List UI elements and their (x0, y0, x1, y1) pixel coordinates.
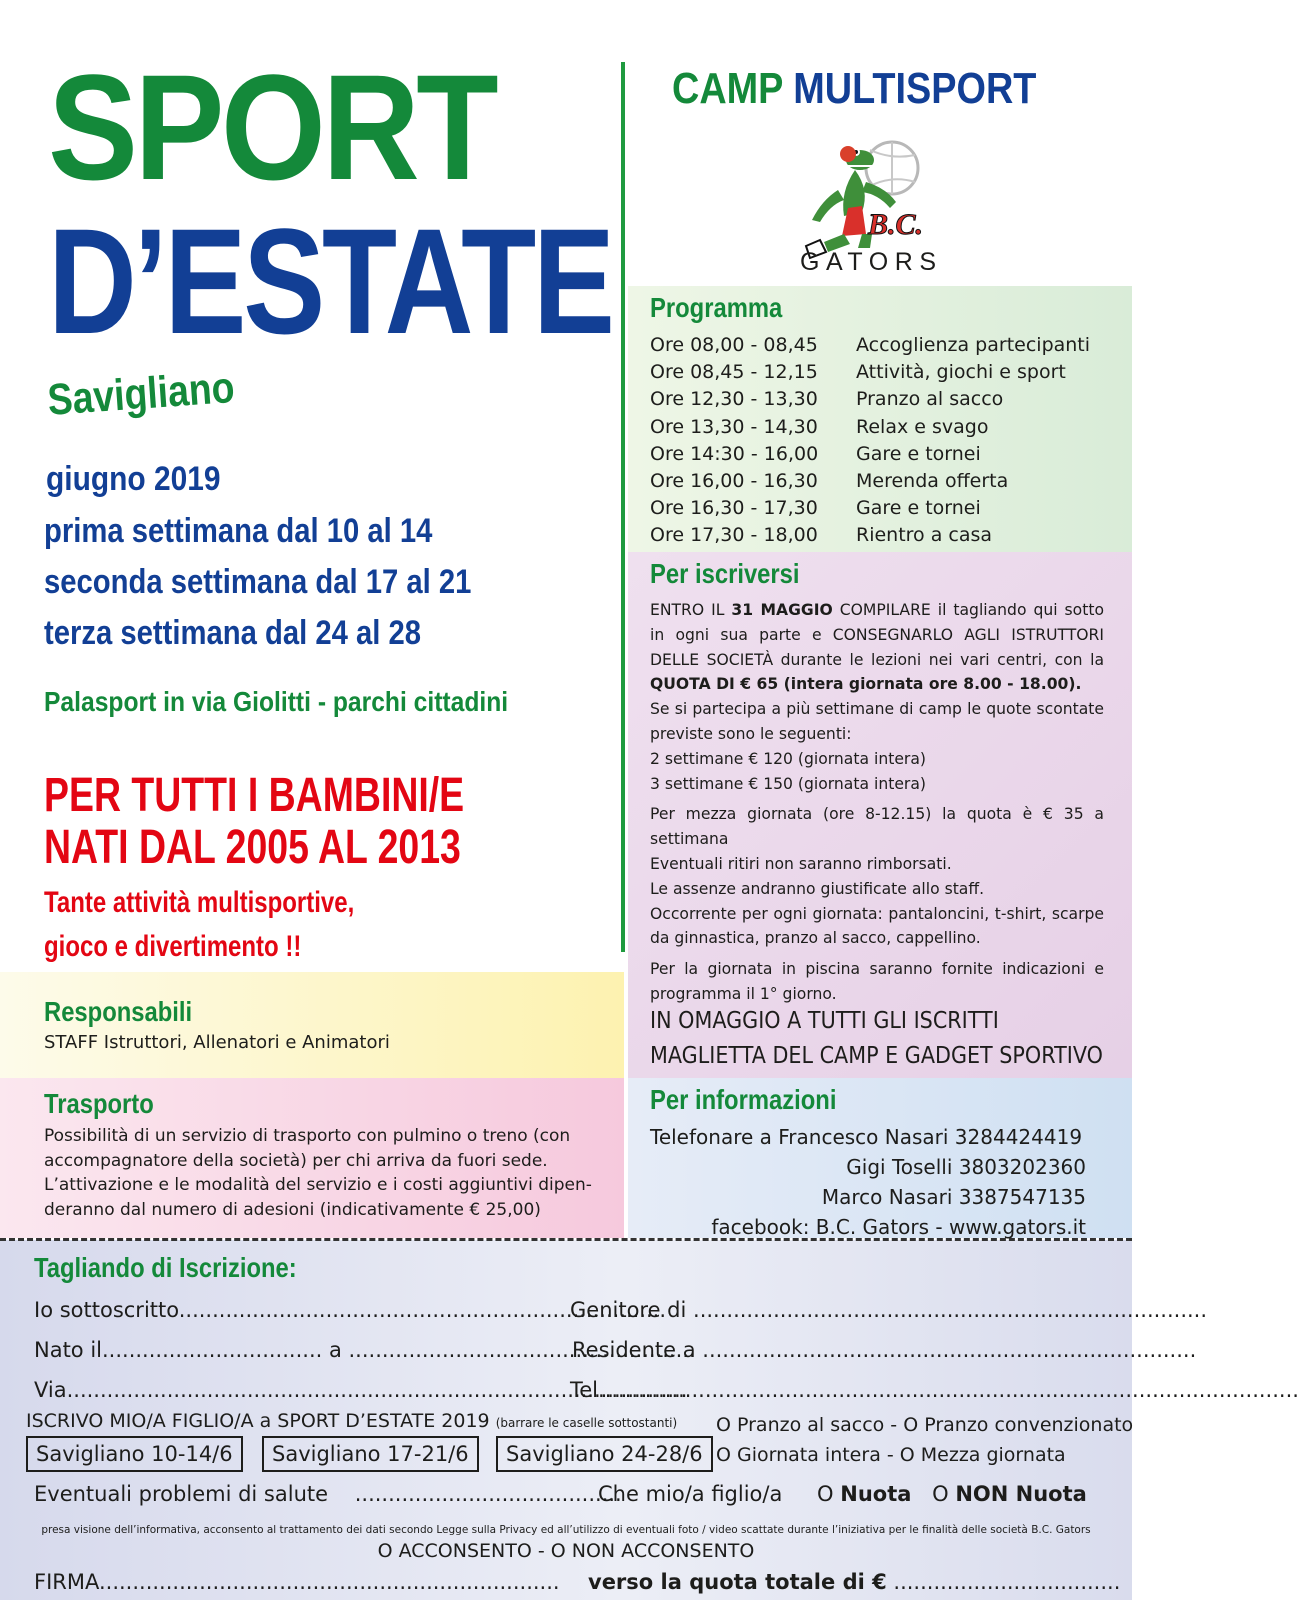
camp-word: CAMP (672, 64, 783, 113)
schedule-row (650, 495, 1090, 522)
week-3: terza settimana dal 24 al 28 (44, 614, 422, 652)
schedule-row (650, 414, 1090, 441)
audience-sub-1: Tante attività multisportive, (44, 886, 355, 919)
vertical-divider (621, 62, 625, 952)
audience-line-1: PER TUTTI I BAMBINI/E (44, 769, 465, 822)
health-label: Eventuali problemi di salute (34, 1482, 329, 1506)
field-tel[interactable]: Tel......................................................................................................... (570, 1378, 1299, 1402)
venue: Palasport in via Giolitti - parchi cittadini (44, 686, 509, 717)
total-dots: .................................. (893, 1570, 1121, 1594)
text-span: ENTRO IL (650, 601, 732, 619)
schedule-time: Ore 16,00 - 16,30 (650, 470, 818, 493)
informazioni-lines (650, 1122, 1086, 1242)
schedule-time: Ore 16,30 - 17,30 (650, 497, 818, 520)
gift-line-2: MAGLIETTA DEL CAMP E GADGET SPORTIVO (650, 1043, 1103, 1069)
iscriversi-para-7: Le assenze andranno giustificate allo staff. (650, 879, 985, 898)
schedule-time: Ore 08,00 - 08,45 (650, 334, 818, 356)
gift-text (650, 1004, 1103, 1074)
audience-line-2: NATI DAL 2005 AL 2013 (44, 821, 461, 874)
week-2: seconda settimana dal 17 al 21 (44, 563, 472, 601)
health-field[interactable] (34, 1482, 622, 1506)
cut-line (0, 1238, 1132, 1241)
iscriversi-para-4: 3 settimane € 150 (giornata intera) (650, 774, 926, 793)
schedule-time: Ore 08,45 - 12,15 (650, 361, 818, 384)
quota-text: QUOTA DI € 65 (intera giornata ore 8.00 - 18.00). (650, 675, 1082, 694)
week-1: prima settimana dal 10 al 14 (44, 512, 433, 550)
field-residente[interactable]: Residente a .......................................................................... (572, 1338, 1197, 1362)
field-via[interactable]: Via............................................................................................. (34, 1378, 688, 1402)
responsabili-text: STAFF Istruttori, Allenatori e Animatori (44, 1032, 390, 1053)
programma-title: Programma (650, 292, 783, 323)
schedule-time: Ore 17,30 - 18,00 (650, 524, 818, 547)
schedule-time: Ore 12,30 - 13,30 (650, 388, 818, 411)
schedule-activity: Gare e tornei (856, 497, 981, 520)
schedule-activity: Attività, giochi e sport (856, 361, 1066, 384)
logo-gators-text: GATORS (800, 248, 936, 276)
day-options[interactable]: O Giornata intera - O Mezza giornata (716, 1444, 1066, 1466)
swim-question[interactable] (598, 1482, 1087, 1506)
field-sottoscritto[interactable]: Io sottoscritto......................................................................... (34, 1298, 667, 1322)
iscriversi-title: Per iscriversi (650, 558, 800, 589)
gators-logo (800, 130, 950, 280)
multisport-word: MULTISPORT (793, 64, 1037, 113)
schedule-row (650, 522, 1090, 549)
contact-line-2: Gigi Toselli 3803202360 (846, 1155, 1086, 1179)
trasporto-text: Possibilità di un servizio di trasporto con pulmino o treno (con accompagnatore della società) per chi arriva da fuori sede. L’attivazione e le modalità del servizio e i costi aggiuntivi dipen-deranno dal numero di adesioni (indicativamente € 25,00) (44, 1126, 592, 1220)
week-2-checkbox[interactable]: Savigliano 17-21/6 (262, 1436, 479, 1472)
enroll-text: ISCRIVO MIO/A FIGLIO/A a SPORT D’ESTATE 2019 (26, 1410, 490, 1432)
iscriversi-para-9: Per la giornata in piscina saranno fornite indicazioni e programma il 1° giorno. (650, 960, 1104, 1003)
month-label: giugno 2019 (46, 460, 221, 498)
iscriversi-para-3: 2 settimane € 120 (giornata intera) (650, 749, 926, 768)
programma-list (650, 332, 1090, 550)
title-sport: SPORT (48, 43, 496, 211)
informazioni-title: Per informazioni (650, 1084, 837, 1115)
schedule-row (650, 468, 1090, 495)
health-dots: ........................................ (354, 1482, 622, 1506)
schedule-activity: Relax e svago (856, 415, 989, 438)
schedule-activity: Rientro a casa (856, 524, 993, 547)
schedule-activity: Merenda offerta (856, 470, 1009, 493)
title-destate: D’ESTATE (48, 197, 612, 365)
camp-title (672, 64, 1036, 114)
enroll-note: (barrare le caselle sottostanti) (495, 1416, 678, 1430)
total-field[interactable] (588, 1570, 1120, 1594)
schedule-row (650, 359, 1090, 386)
consent-options[interactable]: O ACCONSENTO - O NON ACCONSENTO (377, 1540, 755, 1562)
schedule-row (650, 332, 1090, 359)
deadline-date: 31 MAGGIO (731, 601, 833, 619)
field-nato-il[interactable]: Nato il................................. a .................................................... (34, 1338, 696, 1362)
schedule-activity: Gare e tornei (856, 442, 981, 465)
swim-option-2: O (932, 1482, 949, 1506)
trasporto-title: Trasporto (44, 1088, 154, 1119)
field-genitore[interactable]: Genitore di ............................................................................. (570, 1298, 1208, 1322)
city-name: Savigliano (46, 362, 237, 425)
iscriversi-para-8: Occorrente per ogni giornata: pantaloncini, t-shirt, scarpe da ginnastica, pranzo al sacco, cappellino. (650, 904, 1104, 948)
lunch-options[interactable]: O Pranzo al sacco - O Pranzo convenzionato (716, 1414, 1134, 1436)
audience-sub-2: gioco e divertimento !! (44, 930, 302, 963)
iscriversi-para-2: Se si partecipa a più settimane di camp le quote scontate previste sono le seguenti: (650, 700, 1104, 743)
schedule-row (650, 441, 1090, 468)
contact-line-4: facebook: B.C. Gators - www.gators.it (711, 1215, 1086, 1239)
responsabili-title: Responsabili (44, 996, 193, 1027)
contact-line-1: Telefonare a Francesco Nasari 3284424419 (650, 1125, 1083, 1149)
swim-option-1: O (817, 1482, 834, 1506)
signature-field[interactable]: FIRMA..................................................................... (34, 1570, 560, 1594)
swim-no: NON Nuota (955, 1482, 1087, 1506)
week-1-checkbox[interactable]: Savigliano 10-14/6 (26, 1436, 243, 1472)
gift-line-1: IN OMAGGIO A TUTTI GLI ISCRITTI (650, 1008, 999, 1034)
iscriversi-text (650, 598, 1104, 1007)
schedule-time: Ore 13,30 - 14,30 (650, 415, 818, 438)
swim-yes: Nuota (840, 1482, 912, 1506)
logo-bc-text: B.C. (868, 208, 924, 241)
total-label: verso la quota totale di € (588, 1570, 887, 1594)
schedule-row (650, 386, 1090, 413)
schedule-activity: Accoglienza partecipanti (856, 334, 1091, 356)
schedule-activity: Pranzo al sacco (856, 388, 1004, 411)
privacy-note: presa visione dell’informativa, acconsento al trattamento dei dati secondo Legge sulla Privacy ed all’utilizzo di eventuali foto / video scattate durante l’iniziativa per le finalità delle società B.C. Gators (41, 1524, 1091, 1536)
contact-line-3: Marco Nasari 3387547135 (821, 1185, 1086, 1209)
iscriversi-para-5: Per mezza giornata (ore 8-12.15) la quota è € 35 a settimana (650, 805, 1104, 849)
schedule-time: Ore 14:30 - 16,00 (650, 442, 819, 465)
iscriversi-para-1 (650, 598, 1104, 697)
form-title: Tagliando di Iscrizione: (34, 1252, 297, 1283)
week-3-checkbox[interactable]: Savigliano 24-28/6 (496, 1436, 713, 1472)
enroll-line (26, 1410, 677, 1432)
swim-label: Che mio/a figlio/a (598, 1482, 783, 1506)
text-span: COMPILARE il tagliando qui sotto in ogni sua parte e CONSEGNARLO AGLI ISTRUTTORI DELLE SOCIETÀ durante le lezioni nei vari centri, con la (650, 601, 1104, 669)
iscriversi-para-6: Eventuali ritiri non saranno rimborsati. (650, 854, 952, 873)
